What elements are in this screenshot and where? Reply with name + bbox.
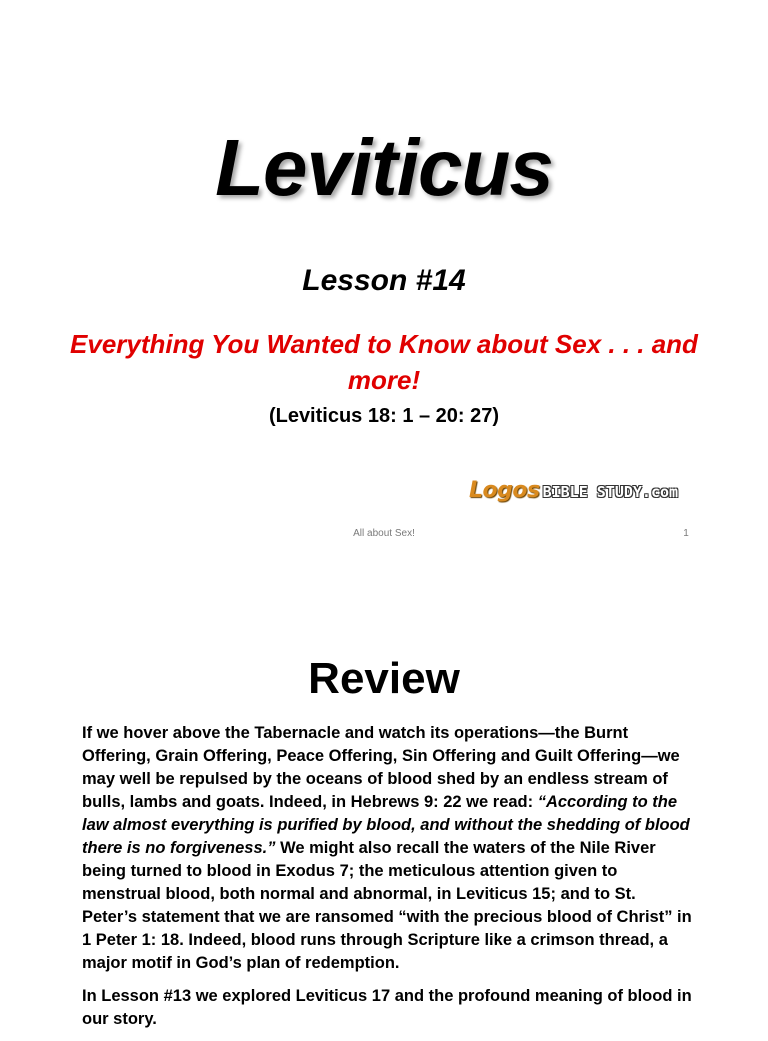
lesson-subtitle: Everything You Wanted to Know about Sex . . . and more! [70, 329, 698, 395]
paragraph-text: We might also recall the waters of the Nile River being turned to blood in Exodus 7; the meticulous attention given to menstrual blood, both normal and abnormal, in Leviticus 15; and to St. Peter’s statement that we are ransomed “with the precious blood of Christ” in 1 Peter 1: 18. Indeed, blood runs through Scripture like a crimson thread, a major motif in God’s plan of redemption. [82, 839, 692, 972]
scripture-reference: (Leviticus 18: 1 – 20: 27) [268, 405, 500, 427]
review-slide [0, 576, 768, 1028]
logo-bible-study-text: BIBLE STUDY.com [542, 483, 679, 501]
page-number: 1 [683, 528, 689, 539]
paragraph-text: If we hover above the Tabernacle and watch its operations—the Burnt Offering, Grain Offering, Peace Offering, Sin Offering and Guilt Offering—we may well be repulsed by the oceans of blood shed by an endless stream of bulls, lambs and goats. Indeed, in Hebrews 9: 22 we read: [82, 724, 680, 811]
page-title: Leviticus [215, 123, 553, 212]
review-heading: Review [308, 654, 460, 703]
review-body [82, 722, 694, 1041]
slide-footer: All about Sex! [353, 528, 415, 539]
review-paragraph-1 [82, 722, 694, 975]
lesson-number: Lesson #14 [302, 264, 466, 297]
review-paragraph-2: In Lesson #13 we explored Leviticus 17 and the profound meaning of blood in our story. [82, 987, 692, 1028]
logos-bible-study-logo [469, 478, 678, 508]
hebrews-quote: “According to the law almost everything is purified by blood, and without the shedding of blood there is no forgiveness.” [82, 793, 690, 857]
logo-logos-text: Logos [469, 478, 540, 503]
